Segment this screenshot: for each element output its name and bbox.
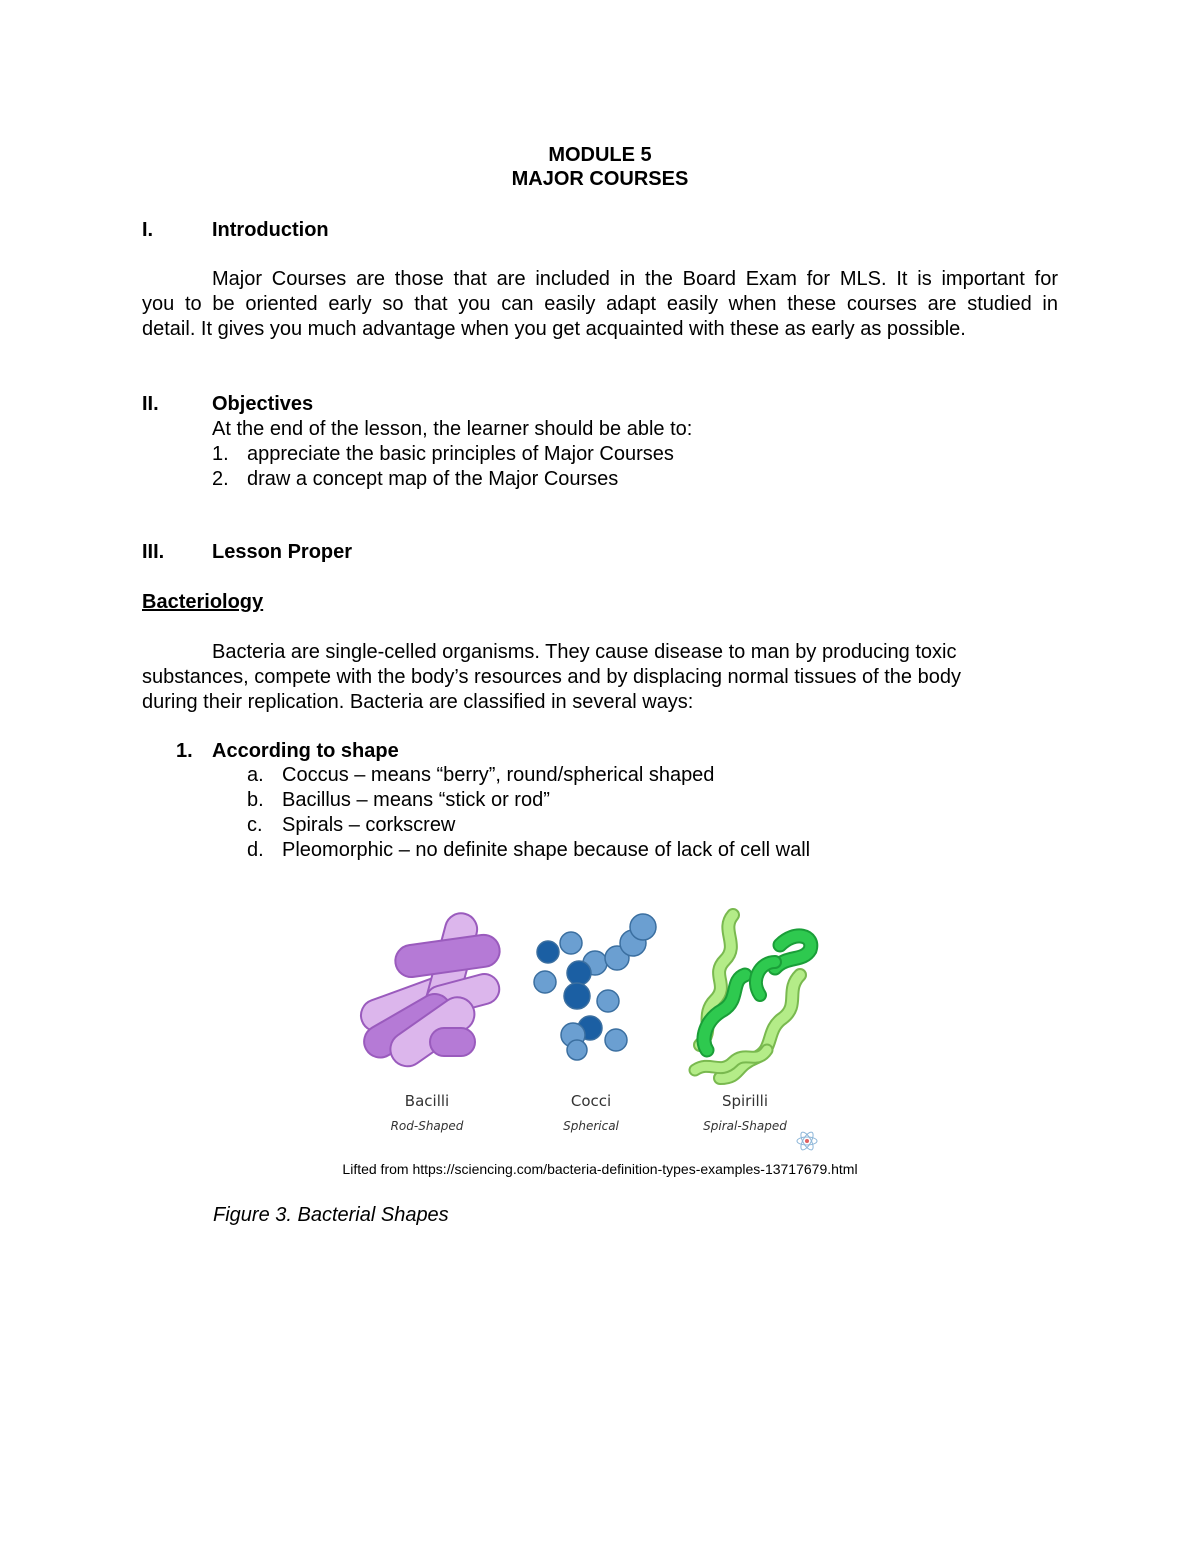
spirilli-illustration (695, 915, 811, 1078)
list-item: Spirals – corkscrew (282, 814, 456, 836)
list-item: Bacillus – means “stick or rod” (282, 789, 550, 811)
list-item: Pleomorphic – no definite shape because of lack of cell wall (282, 839, 811, 861)
spirilli-label: Spirilli (721, 1092, 769, 1110)
list-item: draw a concept map of the Major Courses (247, 468, 619, 490)
section-number: III. (142, 541, 165, 563)
list-number: 2. (212, 468, 229, 490)
list-letter: b. (247, 789, 264, 811)
section-title: Objectives (212, 393, 314, 415)
bacilli-illustration (356, 910, 502, 1073)
objectives-lead: At the end of the lesson, the learner should be able to: (212, 418, 693, 440)
list-letter: d. (247, 839, 264, 861)
classification-title: According to shape (212, 740, 399, 762)
paragraph-line: Major Courses are those that are included in the Board Exam for MLS. It is important for (212, 268, 1058, 290)
cocci-illustration (534, 914, 656, 1060)
bacterial-shapes-figure (355, 900, 835, 1155)
paragraph-line: during their replication. Bacteria are classified in several ways: (142, 691, 694, 713)
paragraph-line: Bacteria are single-celled organisms. They cause disease to man by producing toxic (212, 641, 957, 663)
intro-paragraph (142, 267, 1058, 342)
paragraph-line: substances, compete with the body’s resources and by displacing normal tissues of the body (142, 666, 961, 688)
atom-icon (797, 1130, 817, 1151)
section-number: II. (142, 393, 159, 415)
list-item: Coccus – means “berry”, round/spherical shaped (282, 764, 715, 786)
bacilli-sublabel: Rod-Shaped (390, 1119, 464, 1133)
paragraph-line: you to be oriented early so that you can easily adapt easily when these courses are studied in (142, 293, 1058, 315)
classification-number: 1. (176, 740, 193, 762)
module-title: MODULE 5 (548, 144, 652, 166)
spirilli-sublabel: Spiral-Shaped (703, 1119, 787, 1133)
section-number: I. (142, 219, 154, 241)
figure-source: Lifted from https://sciencing.com/bacteria-definition-types-examples-13717679.html (342, 1161, 858, 1177)
list-letter: a. (247, 764, 264, 786)
paragraph-line: detail. It gives you much advantage when you get acquainted with these as early as possible. (142, 318, 966, 340)
section-title: Lesson Proper (212, 541, 353, 563)
figure-caption: Figure 3. Bacterial Shapes (213, 1204, 449, 1226)
bacteriology-paragraph (142, 640, 1024, 715)
list-item: appreciate the basic principles of Major Courses (247, 443, 674, 465)
section-title: Introduction (212, 219, 329, 241)
bacteriology-heading: Bacteriology (142, 591, 264, 613)
list-number: 1. (212, 443, 229, 465)
bacilli-label: Bacilli (404, 1092, 450, 1110)
course-title: MAJOR COURSES (511, 168, 689, 190)
cocci-sublabel: Spherical (563, 1119, 619, 1133)
figure-labels (391, 1092, 788, 1133)
list-letter: c. (247, 814, 263, 836)
cocci-label: Cocci (570, 1092, 612, 1110)
